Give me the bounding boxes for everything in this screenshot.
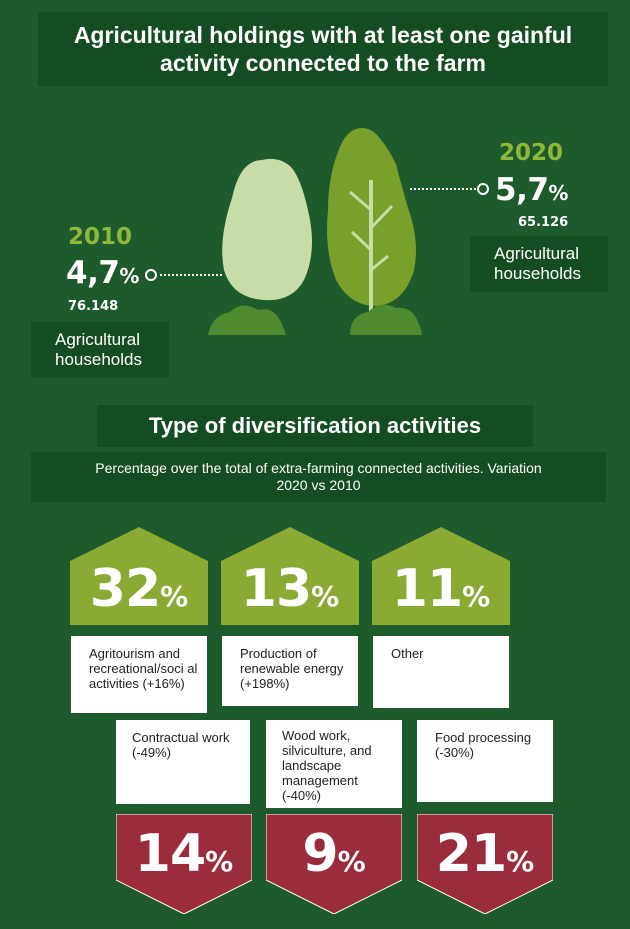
activity-label: Contractual work (-49%) — [132, 730, 230, 760]
percent-2010-sign: % — [119, 264, 139, 288]
connector-line-2020 — [410, 188, 476, 190]
year-2010-label: 2010 — [68, 224, 133, 250]
diversification-title-part2: activities — [386, 413, 482, 438]
connector-ring-2010 — [145, 269, 157, 281]
activity-percent: 14% — [134, 824, 234, 884]
bush-left — [208, 305, 286, 335]
increase-shape-renewable — [221, 527, 359, 625]
households-2010-panel — [31, 322, 169, 378]
count-2020: 65.126 — [518, 215, 569, 230]
tree-light — [222, 159, 312, 300]
percent-2020-number: 5,7 — [495, 172, 549, 208]
percent-2010-number: 4,7 — [66, 255, 120, 291]
activity-percent: 11% — [391, 559, 491, 619]
households-2020-label: Agricultural households — [494, 244, 581, 283]
activity-card-contractual — [116, 720, 250, 804]
trees-illustration — [200, 120, 430, 340]
count-2010: 76.148 — [68, 299, 119, 314]
increase-shape-other — [372, 527, 510, 625]
activity-percent: 32% — [89, 559, 189, 619]
diversification-title-part1: Type of diversification — [148, 413, 381, 438]
activity-label: Wood work, silviculture, and landscape management (-40%) — [282, 728, 372, 803]
decrease-shape-food — [417, 814, 553, 914]
percent-2010 — [66, 255, 139, 291]
activity-label: Agritourism and recreational/soci al activities (+16%) — [89, 646, 198, 691]
bush-right — [350, 305, 422, 335]
year-2020-label: 2020 — [499, 140, 564, 166]
activity-card-agritourism — [71, 636, 207, 713]
percent-2020 — [495, 172, 568, 208]
diversification-title — [149, 413, 481, 439]
activity-card-other — [373, 636, 509, 708]
households-2020-panel — [470, 236, 608, 292]
diversification-description-panel — [31, 452, 606, 502]
diversification-title-panel — [97, 405, 533, 447]
activity-percent: 9% — [302, 824, 366, 884]
connector-line-2010 — [160, 274, 222, 276]
decrease-shape-woodwork — [266, 814, 402, 914]
households-2010-label: Agricultural households — [55, 330, 142, 369]
page-title: Agricultural holdings with at least one gainful activity connected to the farm — [73, 22, 573, 76]
activity-label: Production of renewable energy (+198%) — [240, 646, 344, 691]
activity-label: Food processing (-30%) — [435, 730, 532, 760]
activity-label: Other — [391, 646, 424, 661]
header-panel — [38, 12, 608, 86]
activity-card-food — [417, 720, 553, 802]
decrease-shape-contractual — [116, 814, 252, 914]
activity-card-woodwork — [266, 720, 402, 808]
connector-ring-2020 — [477, 183, 489, 195]
activity-percent: 21% — [435, 824, 535, 884]
increase-shape-agritourism — [70, 527, 208, 625]
activity-percent: 13% — [240, 559, 340, 619]
activity-card-renewable — [222, 636, 358, 706]
percent-2020-sign: % — [548, 181, 568, 205]
diversification-description: Percentage over the total of extra-farming connected activities. Variation 2020 vs 2010 — [95, 460, 542, 493]
